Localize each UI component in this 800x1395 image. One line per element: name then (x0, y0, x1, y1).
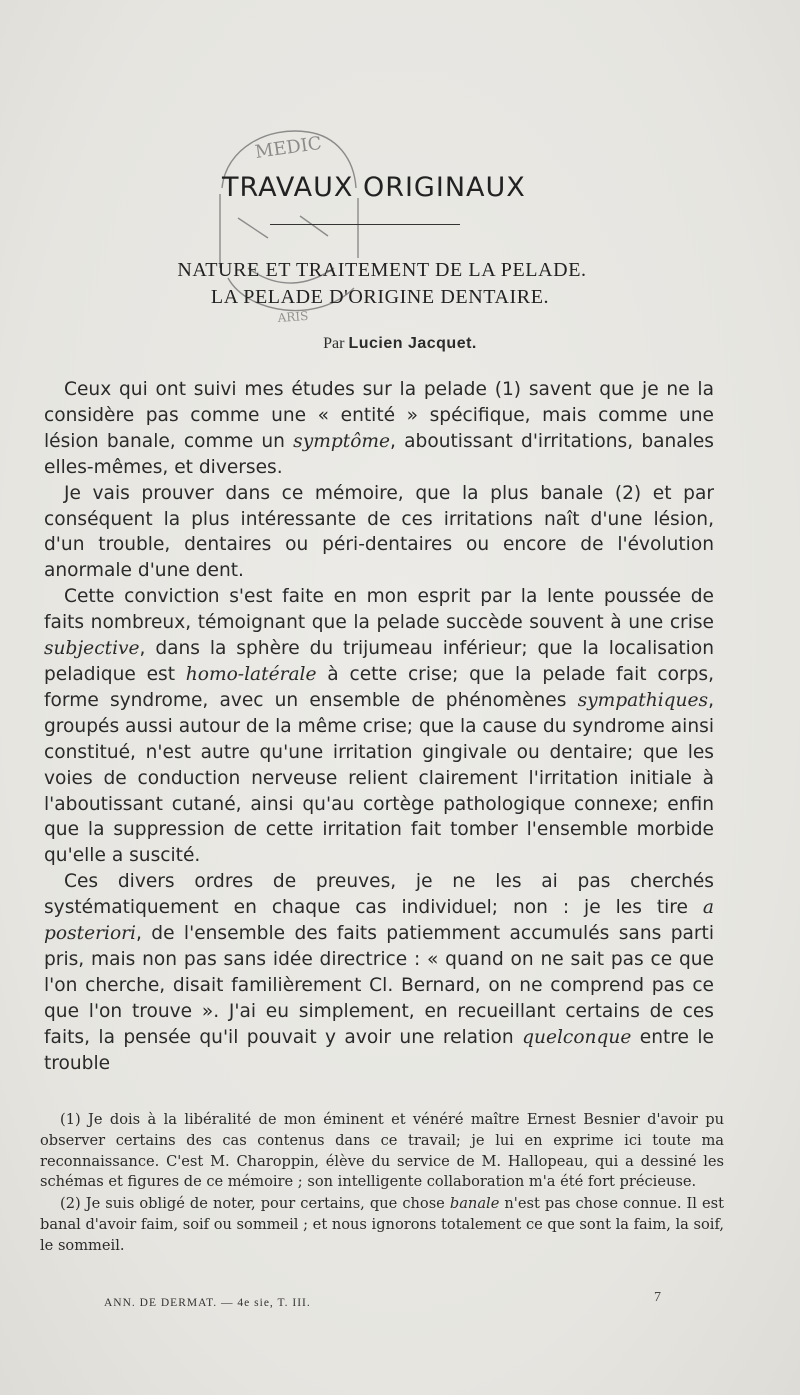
author-name: Lucien Jacquet. (348, 335, 477, 352)
heading-rule (270, 224, 460, 225)
section-heading: TRAVAUX ORIGINAUX (222, 172, 526, 203)
stamp-bottom-text: ARIS (277, 308, 309, 325)
running-footer: ANN. DE DERMAT. — 4e sie, T. III. (104, 1297, 311, 1309)
footnote-2: (2) Je suis obligé de noter, pour certains, que chose banale n'est pas chose connue. Il est banal d'avoir faim, soif ou sommeil ; et nous ignorons totalement ce que sont la faim, la soif, le sommeil. (40, 1195, 725, 1254)
paragraph-2: Je vais prouver dans ce mémoire, que la plus banale (2) et par conséquent la plus intéressante de ces irritations naît d'une lésion, d'un trouble, dentaires ou péri-dentaires ou encore de l'évolution anormale d'une dent. (44, 482, 714, 582)
article-title-line-2: LA PELADE D'ORIGINE DENTAIRE. (210, 286, 550, 308)
author-line (0, 335, 800, 353)
stamp-top-text: MEDIC (253, 132, 323, 163)
footnote-1: (1) Je dois à la libéralité de mon éminent et vénéré maître Ernest Besnier d'avoir pu observer certains des cas contenus dans ce travail; je lui en exprime ici toute ma reconnaissance. C'est M. Charoppin, élève du service de M. Hallopeau, qui a dessiné les schémas et figures de ce mémoire ; son intelligente collaboration m'a été fort précieuse. (40, 1111, 724, 1191)
page-number: 7 (654, 1290, 661, 1305)
paragraph-3: Cette conviction s'est faite en mon esprit par la lente poussée de faits nombreux, témoignant que la pelade succède souvent à une crise subjective, dans la sphère du trijumeau inférieur; que la localisation peladique est homo-latérale à cette crise; que la pelade fait corps, forme syndrome, avec un ensemble de phénomènes sympathiques, groupés aussi autour de la même crise; que la cause du syndrome ainsi constitué, n'est autre qu'une irritation gingivale ou dentaire; que les voies de conduction nerveuse relient clairement l'irritation initiale à l'aboutissant cutané, ainsi qu'au cortège pathologique connexe; enfin que la suppression de cette irritation fait tomber l'ensemble morbide qu'elle a suscité. (44, 586, 714, 867)
paragraph-4: Ces divers ordres de preuves, je ne les ai pas cherchés systématiquement en chaque cas individuel; non : je les tire a posteriori, de l'ensemble des faits patiemment accumulés sans parti pris, mais non pas sans idée directrice : « quand on ne sait pas ce que l'on cherche, disait familièrement Cl. Bernard, on ne comprend pas ce que l'on trouve ». J'ai eu simplement, en recueillant certains de ces faits, la pensée qu'il pouvait y avoir une relation quelconque entre le trouble (44, 871, 714, 1074)
paragraph-1: Ceux qui ont suivi mes études sur la pelade (1) savent que je ne la considère pas comme une « entité » spécifique, mais comme une lésion banale, comme un symptôme, aboutissant d'irritations, banales elles-mêmes, et diverses. (44, 379, 714, 478)
article-body (44, 377, 714, 1076)
footnotes (40, 1110, 724, 1258)
author-prefix: Par (323, 335, 345, 352)
article-title-line-1: NATURE ET TRAITEMENT DE LA PELADE. (177, 259, 587, 281)
